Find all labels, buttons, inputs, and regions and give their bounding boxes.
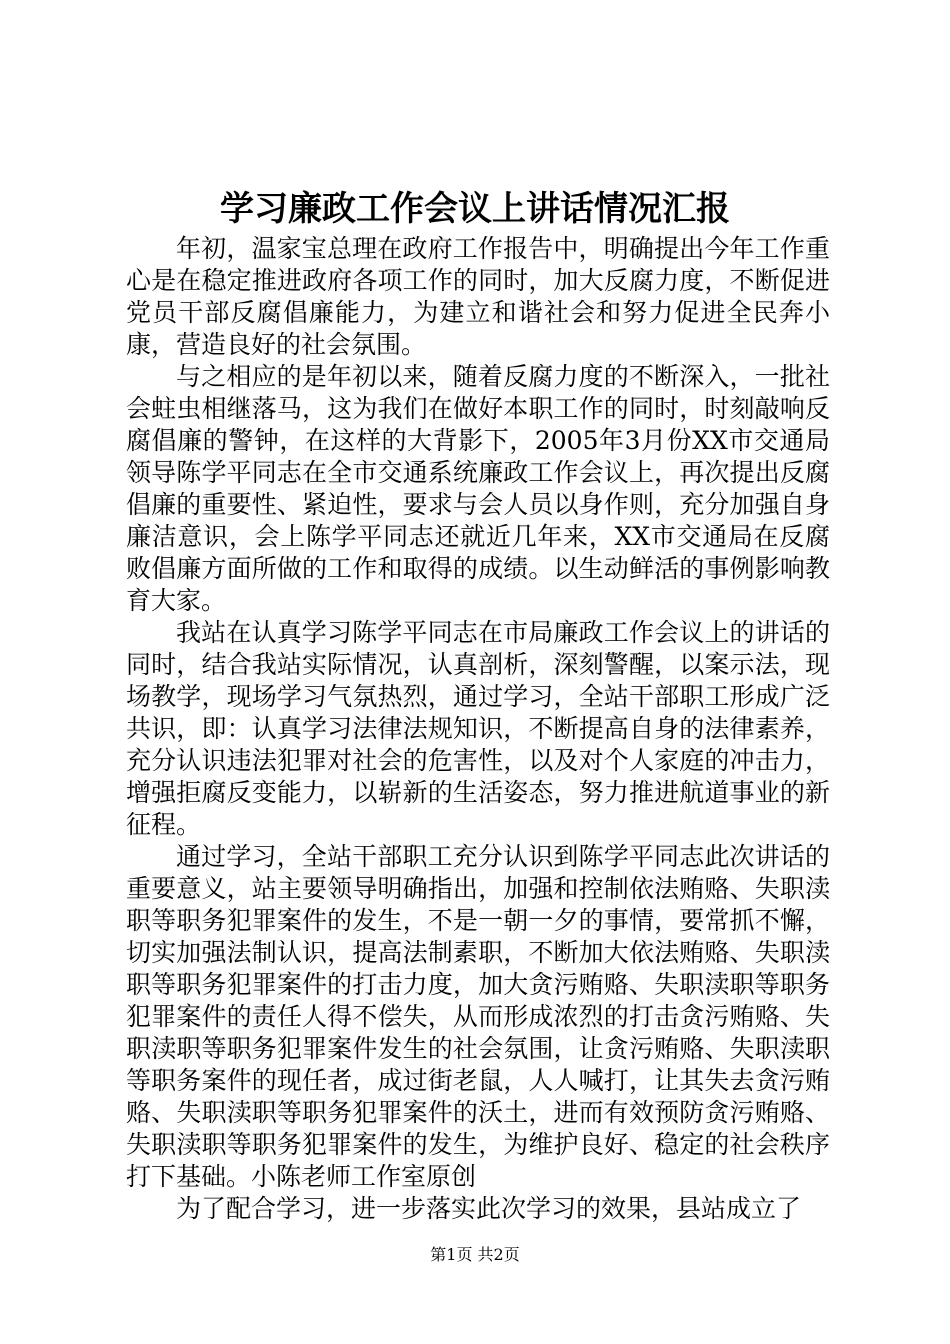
paragraph-3: 我站在认真学习陈学平同志在市局廉政工作会议上的讲话的同时，结合我站实际情况，认真剖析，深刻警醒，以案示法，现场教学，现场学习气氛热烈，通过学习，全站干部职工形成广泛共识，即：认真学习法律法规知识，不断提高自身的法律素养，充分认识违法犯罪对社会的危害性，以及对个人家庭的冲击力，增强拒腐反变能力，以崭新的生活姿态，努力推进航道事业的新征程。 [126, 618, 830, 839]
document-title: 学习廉政工作会议上讲话情况汇报 [220, 189, 730, 229]
paragraph-1: 年初，温家宝总理在政府工作报告中，明确提出今年工作重心是在稳定推进政府各项工作的同时，加大反腐力度，不断促进党员干部反腐倡廉能力，为建立和谐社会和努力促进全民奔小康，营造良好的社会氛围。 [126, 234, 830, 359]
paragraph-5: 为了配合学习，进一步落实此次学习的效果，县站成立了 [176, 1194, 802, 1223]
page-footer: 第1页 共2页 [430, 1245, 520, 1264]
document-body [126, 233, 830, 1225]
paragraph-2: 与之相应的是年初以来，随着反腐力度的不断深入，一批社会蛀虫相继落马，这为我们在做好本职工作的同时，时刻敲响反腐倡廉的警钟，在这样的大背影下，2005年3月份XX市交通局领导陈学平同志在全市交通系统廉政工作会议上，再次提出反腐倡廉的重要性、紧迫性，要求与会人员以身作则，充分加强自身廉洁意识，会上陈学平同志还就近几年来，XX市交通局在反腐败倡廉方面所做的工作和取得的成绩。以生动鲜活的事例影响教育大家。 [126, 362, 830, 615]
paragraph-4: 通过学习，全站干部职工充分认识到陈学平同志此次讲话的重要意义，站主要领导明确指出，加强和控制依法贿赂、失职渎职等职务犯罪案件的发生，不是一朝一夕的事情，要常抓不懈，切实加强法制认识，提高法制素职，不断加大依法贿赂、失职渎职等职务犯罪案件的打击力度，加大贪污贿赂、失职渎职等职务犯罪案件的责任人得不偿失，从而形成浓烈的打击贪污贿赂、失职渎职等职务犯罪案件发生的社会氛围，让贪污贿赂、失职渎职等职务案件的现任者，成过街老鼠，人人喊打，让其失去贪污贿赂、失职渎职等职务犯罪案件的沃土，进而有效预防贪污贿赂、失职渎职等职务犯罪案件的发生，为维护良好、稳定的社会秩序打下基础。小陈老师工作室原创 [126, 842, 830, 1191]
